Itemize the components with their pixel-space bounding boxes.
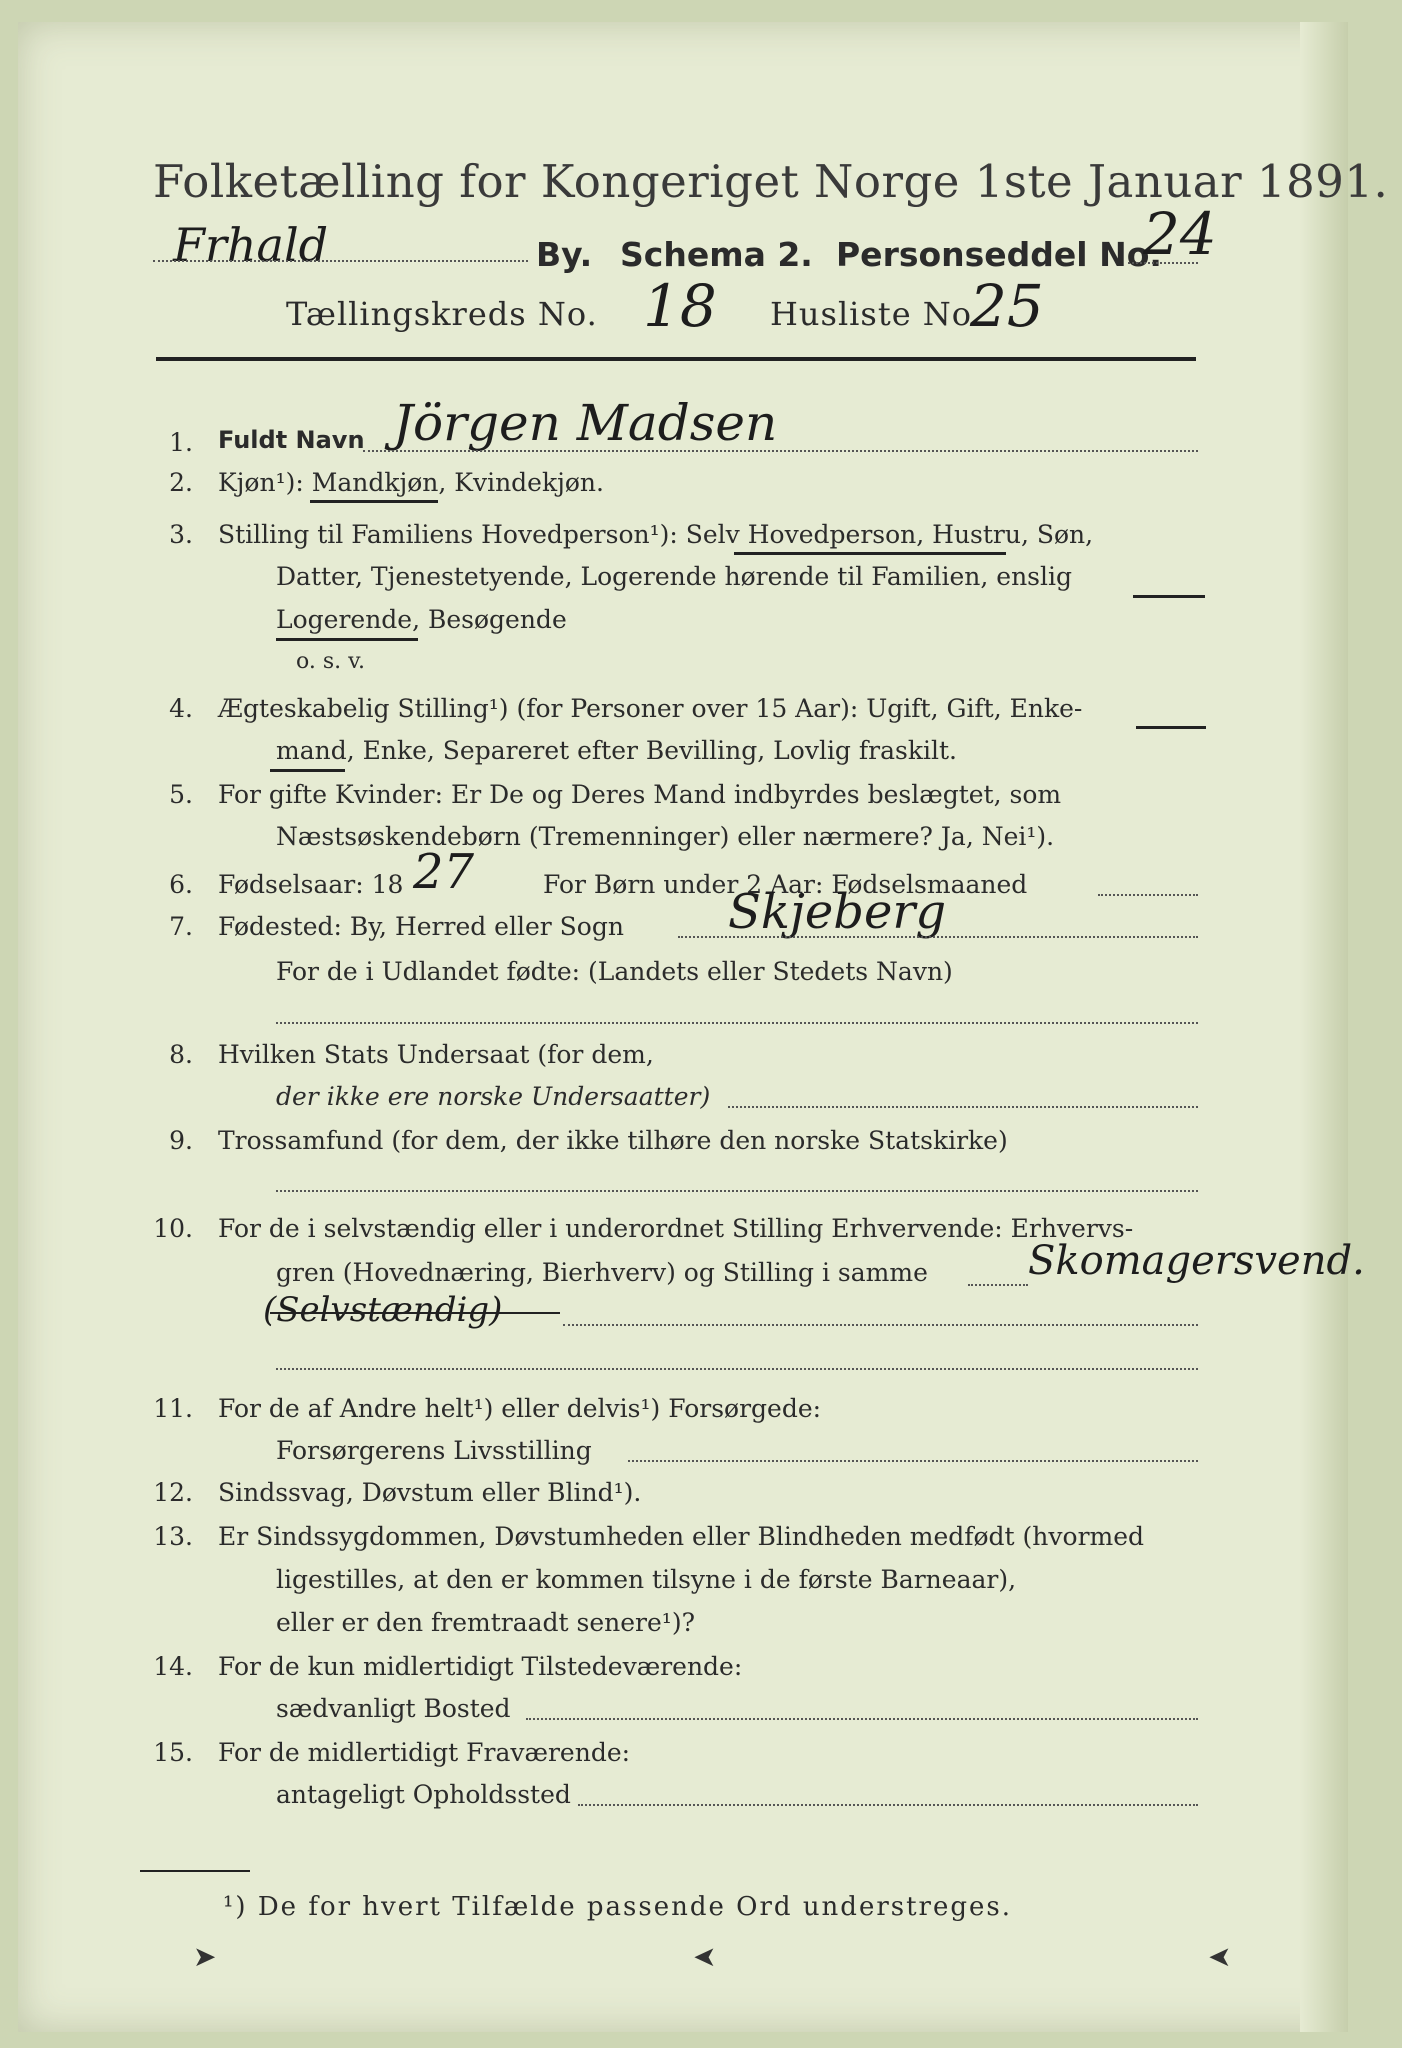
item-number: 7. xyxy=(169,912,193,941)
occupation-dotline-2 xyxy=(563,1324,1198,1326)
position-line-1: Stilling til Familiens Hovedperson¹): Selv Hovedperson, Hustru, Søn, xyxy=(218,520,1094,549)
binding-mark-center-icon: ➤ xyxy=(693,1940,717,1973)
item-number: 2. xyxy=(169,468,193,497)
item-number: 15. xyxy=(153,1738,193,1767)
birthplace-label: Fødested: By, Herred eller Sogn xyxy=(218,912,624,941)
town-dotline xyxy=(153,260,528,262)
congenital-line-2: ligestilles, at den er kommen tilsyne i de første Barneaar), xyxy=(276,1565,1017,1594)
position-line-2: Datter, Tjenestetyende, Logerende hørende til Familien, enslig xyxy=(276,562,1073,591)
position-line-4: o. s. v. xyxy=(296,649,365,674)
kreds-label: Tællingskreds No. xyxy=(286,295,598,333)
full-name-handwritten: Jörgen Madsen xyxy=(393,394,778,452)
birth-month-dotline xyxy=(1098,894,1198,896)
temporary-absent-line-2: antageligt Opholdssted xyxy=(276,1780,571,1809)
full-name-dotline xyxy=(363,450,1198,452)
birth-year-handwritten: 27 xyxy=(413,844,475,900)
underline-mand xyxy=(270,769,345,772)
header-rule xyxy=(156,357,1196,361)
gender-text: Kjøn¹): Mandkjøn, Kvindekjøn. xyxy=(218,468,604,497)
birthplace-handwritten: Skjeberg xyxy=(728,884,947,940)
underline-mandkjon xyxy=(310,500,438,503)
town-handwritten: Frhald xyxy=(173,218,329,272)
foreign-birthplace-dotline xyxy=(276,1022,1198,1024)
foreign-birthplace-label: For de i Udlandet fødte: (Landets eller Stedets Navn) xyxy=(276,957,953,986)
item-number: 11. xyxy=(153,1394,193,1423)
kreds-number: 18 xyxy=(643,272,717,340)
position-line-3: Logerende, Besøgende xyxy=(276,605,567,634)
occupation-handwritten-2: (Selvstændig) xyxy=(263,1290,503,1330)
birth-year-label: Fødselsaar: 18 xyxy=(218,870,404,899)
temporary-absent-dotline xyxy=(578,1804,1198,1806)
married-women-line-1: For gifte Kvinder: Er De og Deres Mand indbyrdes beslægtet, som xyxy=(218,780,1062,809)
husliste-number: 25 xyxy=(970,272,1044,340)
page-edge xyxy=(1300,22,1348,2032)
temporary-present-line-1: For de kun midlertidigt Tilstedeværende: xyxy=(218,1652,743,1681)
underline-enslig xyxy=(1133,595,1205,598)
underline-selv-hovedperson xyxy=(734,552,1006,555)
birthplace-dotline xyxy=(678,936,1198,938)
temporary-present-line-2: sædvanligt Bosted xyxy=(276,1694,511,1723)
item-number: 6. xyxy=(169,870,193,899)
congenital-line-1: Er Sindssygdommen, Døvstumheden eller Blindheden medfødt (hvormed xyxy=(218,1522,1145,1551)
item-number: 10. xyxy=(153,1214,193,1243)
schema-label: Schema 2. xyxy=(620,235,813,274)
occupation-handwritten: Skomagersvend. xyxy=(1028,1238,1365,1284)
underline-logerende xyxy=(276,638,418,641)
footnote-rule xyxy=(140,1870,250,1872)
item-number: 12. xyxy=(153,1478,193,1507)
married-women-line-2: Næstsøskendebørn (Tremenninger) eller nærmere? Ja, Nei¹). xyxy=(276,822,1055,851)
personseddel-number: 24 xyxy=(1143,200,1217,268)
by-label: By. xyxy=(536,235,593,274)
congenital-line-3: eller er den fremtraadt senere¹)? xyxy=(276,1608,695,1637)
husliste-label: Husliste No. xyxy=(770,295,983,333)
marital-line-1: Ægteskabelig Stilling¹) (for Personer over 15 Aar): Ugift, Gift, Enke- xyxy=(218,694,1083,723)
personseddel-dotline xyxy=(1128,262,1198,264)
temporary-present-dotline xyxy=(526,1718,1198,1720)
form-title: Folketælling for Kongeriget Norge 1ste Januar 1891. xyxy=(153,155,1389,208)
item-number: 9. xyxy=(169,1126,193,1155)
dependents-line-2: Forsørgerens Livsstilling xyxy=(276,1436,592,1465)
underline-enke xyxy=(1136,726,1206,729)
disability-label: Sindssvag, Døvstum eller Blind¹). xyxy=(218,1478,642,1507)
occupation-line-2: gren (Hovednæring, Bierhverv) og Stilling i samme xyxy=(276,1258,928,1287)
item-number: 13. xyxy=(153,1522,193,1551)
religion-dotline xyxy=(276,1190,1198,1192)
item-number: 5. xyxy=(169,780,193,809)
occupation-dotline xyxy=(968,1284,1028,1286)
item-number: 14. xyxy=(153,1652,193,1681)
item-number: 3. xyxy=(169,520,193,549)
binding-mark-left-icon: ➤ xyxy=(193,1940,217,1973)
marital-line-2: mand, Enke, Separeret efter Bevilling, Lovlig fraskilt. xyxy=(276,736,957,765)
dependents-dotline xyxy=(628,1460,1198,1462)
item-number: 1. xyxy=(169,428,193,457)
item-number: 8. xyxy=(169,1040,193,1069)
occupation-dotline-3 xyxy=(276,1368,1198,1370)
full-name-label: Fuldt Navn xyxy=(218,426,365,454)
religion-label: Trossamfund (for dem, der ikke tilhøre den norske Statskirke) xyxy=(218,1126,1008,1155)
dependents-line-1: For de af Andre helt¹) eller delvis¹) Forsørgede: xyxy=(218,1394,822,1423)
binding-mark-right-icon: ➤ xyxy=(1208,1940,1232,1973)
occupation-line-1: For de i selvstændig eller i underordnet Stilling Erhvervende: Erhvervs- xyxy=(218,1214,1134,1243)
strike-selvstaendig xyxy=(270,1312,560,1314)
personseddel-label: Personseddel No. xyxy=(836,235,1162,274)
citizenship-line-2: der ikke ere norske Undersaatter) xyxy=(276,1082,711,1111)
citizenship-dotline xyxy=(728,1106,1198,1108)
census-form-page xyxy=(18,22,1389,2032)
footnote-text: ¹) De for hvert Tilfælde passende Ord understreges. xyxy=(223,1892,1013,1922)
item-number: 4. xyxy=(169,694,193,723)
birth-month-label: For Børn under 2 Aar: Fødselsmaaned xyxy=(543,870,1028,899)
citizenship-line-1: Hvilken Stats Undersaat (for dem, xyxy=(218,1040,654,1069)
temporary-absent-line-1: For de midlertidigt Fraværende: xyxy=(218,1738,631,1767)
